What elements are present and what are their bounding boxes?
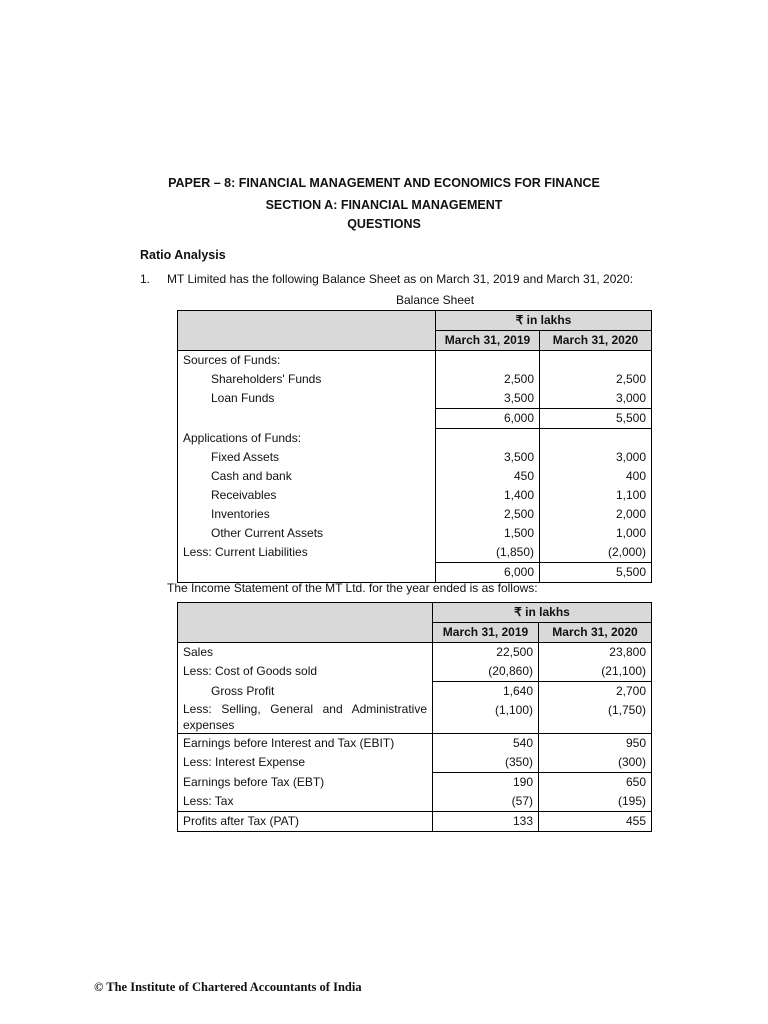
table-row	[178, 389, 652, 409]
table-row	[178, 429, 652, 449]
table-row	[178, 734, 652, 754]
table-row	[178, 812, 652, 832]
table-row	[178, 370, 652, 389]
total-row	[178, 563, 652, 583]
table-row	[178, 773, 652, 793]
value-2019: 3,500	[436, 448, 540, 467]
value-2020: 400	[540, 467, 652, 486]
table-header-row	[178, 603, 652, 623]
table-row	[178, 543, 652, 563]
value-2019: 2,500	[436, 370, 540, 389]
column-header-2020: March 31, 2020	[539, 623, 652, 643]
table-row	[178, 792, 652, 812]
column-header-2020: March 31, 2020	[540, 331, 652, 351]
value-2020: 950	[539, 734, 652, 754]
table-row	[178, 643, 652, 663]
value-2019: (20,860)	[433, 662, 539, 682]
row-label: Inventories	[178, 505, 436, 524]
total-2019: 6,000	[436, 409, 540, 429]
value-2019: (1,100)	[433, 701, 539, 734]
row-label: Less: Selling, General and Administrative expenses	[178, 701, 433, 734]
column-header-2019: March 31, 2019	[436, 331, 540, 351]
row-label: Receivables	[178, 486, 436, 505]
row-label: Loan Funds	[178, 389, 436, 409]
total-2020: 5,500	[540, 563, 652, 583]
balance-sheet-caption: Balance Sheet	[395, 293, 475, 307]
section-title: SECTION A: FINANCIAL MANAGEMENT	[265, 198, 503, 212]
table-row	[178, 448, 652, 467]
header-blank-cell	[178, 603, 433, 643]
value-2020: 2,700	[539, 682, 652, 702]
table-row	[178, 467, 652, 486]
value-2020: (2,000)	[540, 543, 652, 563]
row-label: Other Current Assets	[178, 524, 436, 543]
row-label: Less: Cost of Goods sold	[178, 662, 433, 682]
table-row	[178, 524, 652, 543]
row-label: Cash and bank	[178, 467, 436, 486]
value-2020: 23,800	[539, 643, 652, 663]
balance-sheet-table	[177, 310, 652, 583]
value-2020: (21,100)	[539, 662, 652, 682]
questions-title: QUESTIONS	[347, 217, 421, 231]
value-2020: (195)	[539, 792, 652, 812]
total-row	[178, 409, 652, 429]
topic-heading: Ratio Analysis	[140, 248, 226, 262]
income-statement-caption: The Income Statement of the MT Ltd. for the year ended is as follows:	[167, 581, 538, 595]
table-row	[178, 682, 652, 702]
row-label: Earnings before Tax (EBT)	[178, 773, 433, 793]
question-number: 1.	[140, 272, 151, 286]
value-2019: 1,640	[433, 682, 539, 702]
income-statement-table	[177, 602, 652, 832]
value-2019: 133	[433, 812, 539, 832]
value-2020: 455	[539, 812, 652, 832]
total-2020: 5,500	[540, 409, 652, 429]
value-2019: (57)	[433, 792, 539, 812]
value-2020: (300)	[539, 753, 652, 773]
row-label: Applications of Funds:	[178, 429, 436, 449]
value-2020: 3,000	[540, 448, 652, 467]
value-2019: 22,500	[433, 643, 539, 663]
value-2020: 650	[539, 773, 652, 793]
row-label: Fixed Assets	[178, 448, 436, 467]
value-2020: (1,750)	[539, 701, 652, 734]
total-2019: 6,000	[436, 563, 540, 583]
value-2019: 1,400	[436, 486, 540, 505]
column-header-2019: March 31, 2019	[433, 623, 539, 643]
value-2020: 3,000	[540, 389, 652, 409]
value-2019: 190	[433, 773, 539, 793]
row-label: Profits after Tax (PAT)	[178, 812, 433, 832]
row-label: Less: Current Liabilities	[178, 543, 436, 563]
value-2020: 1,100	[540, 486, 652, 505]
value-2020: 2,000	[540, 505, 652, 524]
unit-label: ₹ in lakhs	[436, 311, 652, 331]
value-2019: 450	[436, 467, 540, 486]
row-label: Sales	[178, 643, 433, 663]
table-row	[178, 351, 652, 371]
value-2020: 2,500	[540, 370, 652, 389]
question-text: MT Limited has the following Balance Sheet as on March 31, 2019 and March 31, 2020:	[167, 272, 634, 286]
value-2019: 2,500	[436, 505, 540, 524]
value-2019: (350)	[433, 753, 539, 773]
table-row	[178, 662, 652, 682]
table-row	[178, 753, 652, 773]
value-2019: (1,850)	[436, 543, 540, 563]
row-label: Shareholders' Funds	[178, 370, 436, 389]
unit-label: ₹ in lakhs	[433, 603, 652, 623]
table-row	[178, 505, 652, 524]
header-blank-cell	[178, 311, 436, 351]
row-label: Less: Tax	[178, 792, 433, 812]
value-2020: 1,000	[540, 524, 652, 543]
paper-title: PAPER – 8: FINANCIAL MANAGEMENT AND ECONOMICS FOR FINANCE	[168, 176, 600, 190]
value-2019: 1,500	[436, 524, 540, 543]
value-2019: 540	[433, 734, 539, 754]
table-header-row	[178, 311, 652, 331]
footer-copyright: © The Institute of Chartered Accountants of India	[94, 980, 362, 994]
table-row	[178, 701, 652, 734]
table-row	[178, 486, 652, 505]
row-label: Gross Profit	[178, 682, 433, 702]
row-label: Earnings before Interest and Tax (EBIT)	[178, 734, 433, 754]
value-2019: 3,500	[436, 389, 540, 409]
row-label: Sources of Funds:	[178, 351, 436, 371]
row-label: Less: Interest Expense	[178, 753, 433, 773]
